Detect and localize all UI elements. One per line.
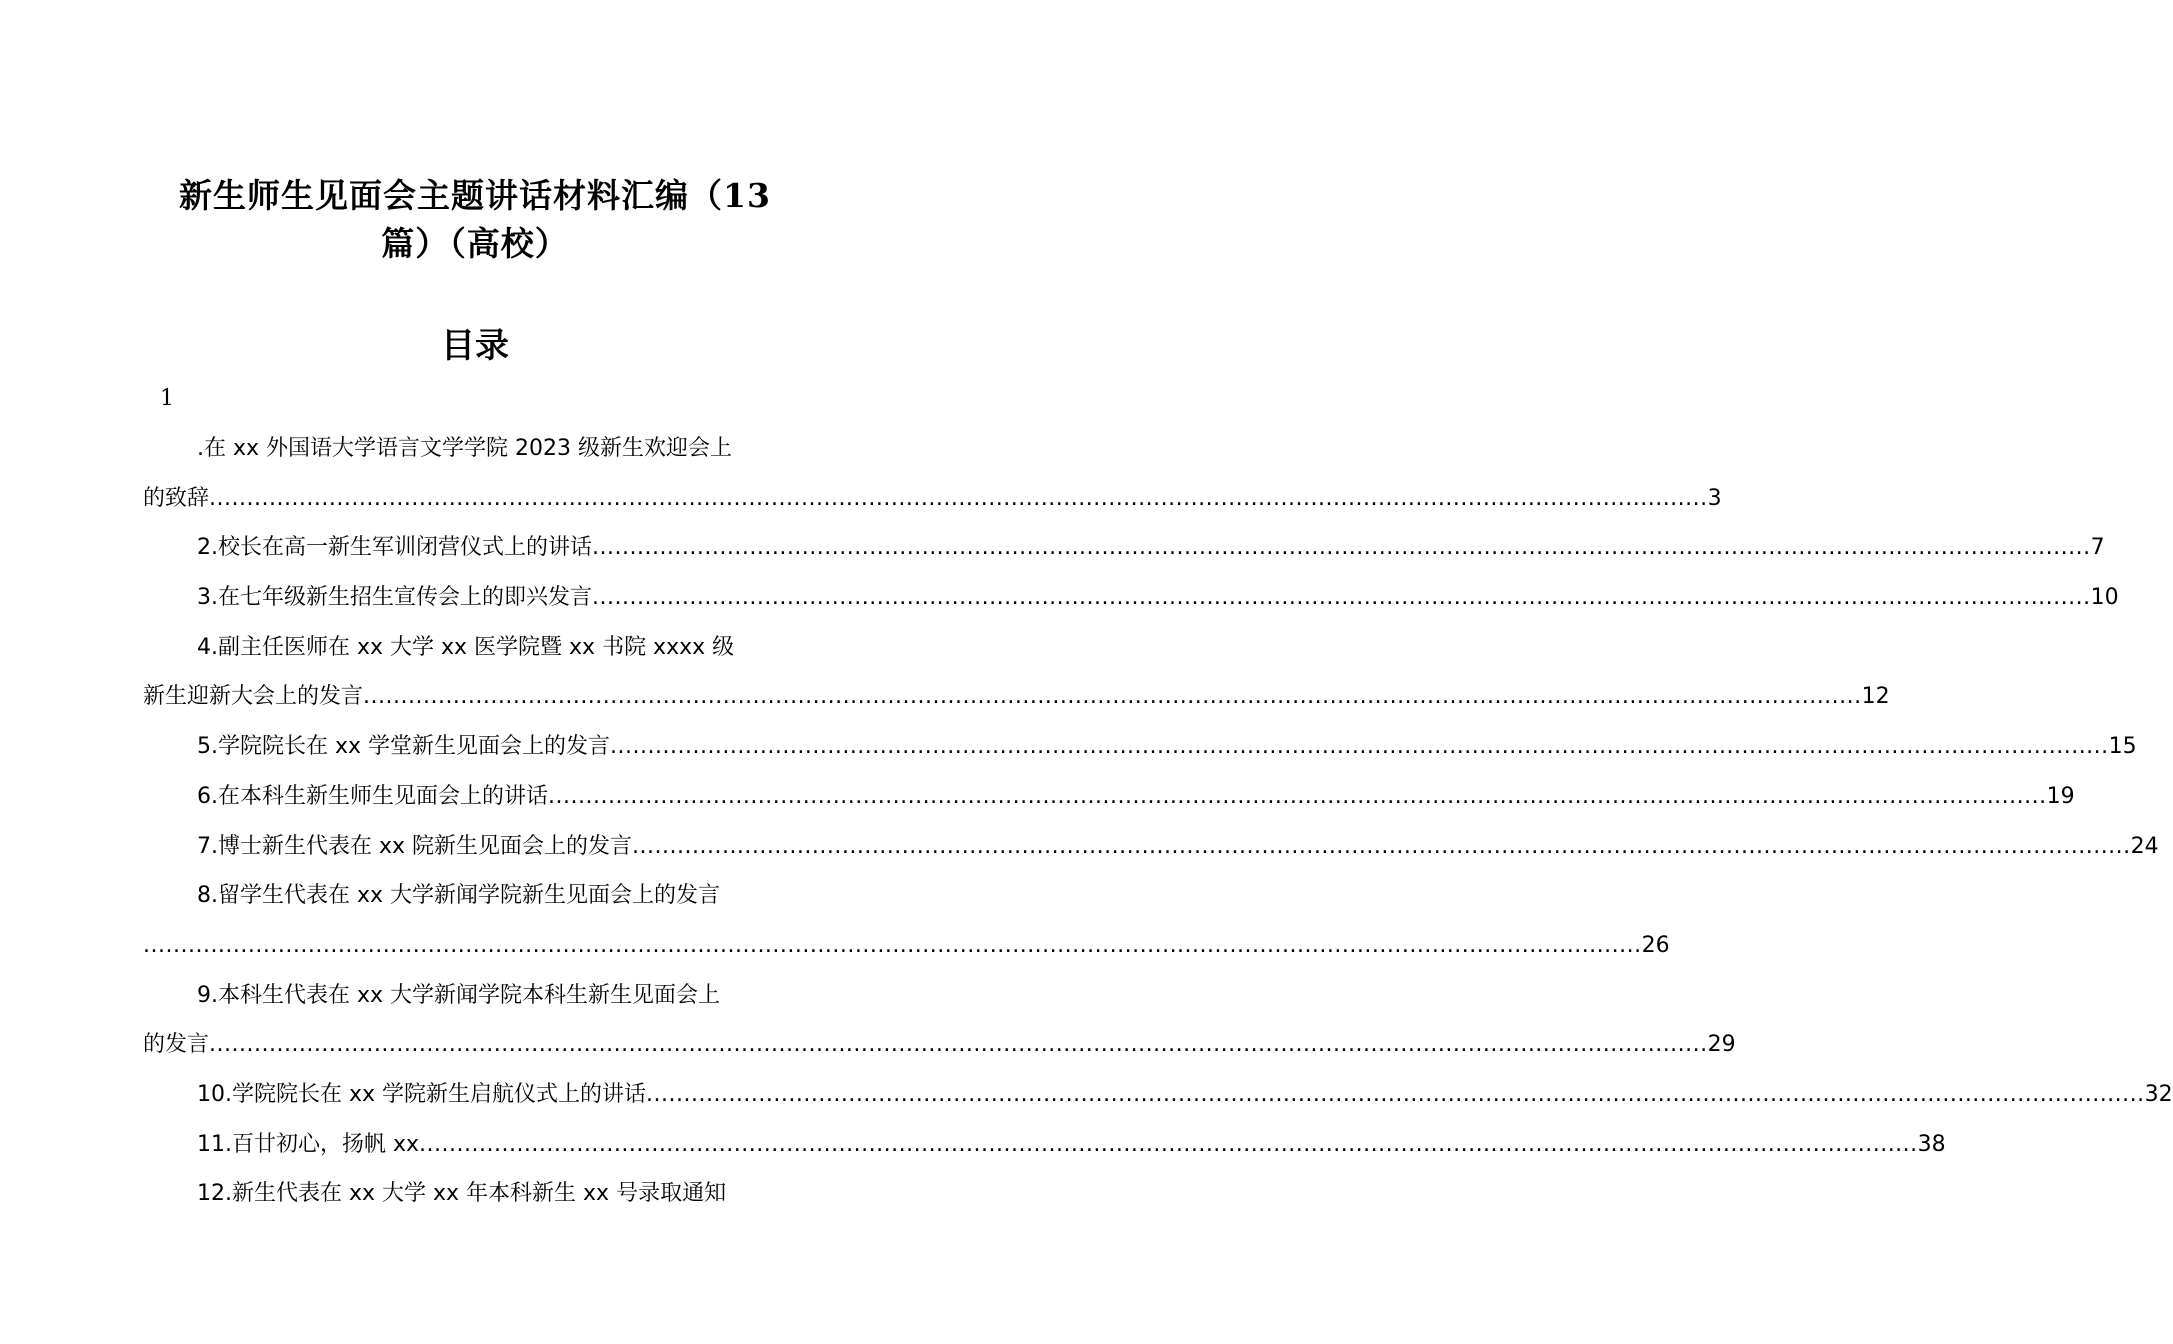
title-line-2: 篇）（高校） (381, 224, 569, 263)
toc-entry-line (143, 822, 2159, 872)
toc-entry-continuation (143, 921, 1670, 971)
toc-page-number: 29 (1707, 1032, 1736, 1058)
toc-entry-title: .在 xx 外国语大学语言文学学院 2023 级新生欢迎会上 (197, 436, 732, 461)
toc-entry-title: 7.博士新生代表在 xx 院新生见面会上的发言 (197, 833, 633, 859)
toc-page-number: 3 (1707, 485, 1722, 511)
toc-entry[interactable] (143, 623, 1890, 722)
toc-leader-dots: ........................................................................................................................................................................................................ (592, 585, 2091, 611)
toc-entry[interactable] (143, 573, 2119, 623)
title-line-1: 新生师生见面会主题讲话材料汇编（13 (179, 176, 771, 215)
toc-entry[interactable] (143, 772, 2075, 822)
toc-entry-title-cont: 新生迎新大会上的发言 (143, 684, 364, 710)
toc-entry-title: 9.本科生代表在 xx 大学新闻学院本科生新生见面会上 (197, 982, 721, 1008)
toc-page-number: 26 (1641, 932, 1670, 958)
toc-page-number: 12 (1861, 684, 1890, 710)
toc-leader-dots: ........................................................................................................................................................................................................ (209, 485, 1708, 511)
toc-leader-dots: ........................................................................................................................................................................................................ (592, 535, 2091, 561)
toc-entry[interactable] (143, 971, 1736, 1070)
toc-page-number: 38 (1917, 1131, 1946, 1157)
toc-leader-dots: ........................................................................................................................................................................................................ (419, 1131, 1918, 1157)
toc-entry-title: 12.新生代表在 xx 大学 xx 年本科新生 xx 号录取通知 (197, 1181, 727, 1207)
toc-entry-title: 6.在本科生新生师生见面会上的讲话 (197, 783, 548, 809)
toc-entry-title: 3.在七年级新生招生宣传会上的即兴发言 (197, 585, 592, 611)
toc-entry-line (143, 722, 2137, 772)
toc-entry[interactable] (143, 424, 1722, 523)
toc-entry[interactable] (143, 1070, 2173, 1120)
toc-entry-line (143, 1120, 1946, 1170)
toc-entry-continuation (143, 474, 1722, 524)
toc-entry[interactable] (143, 1120, 1946, 1170)
toc-page-number: 10 (2090, 585, 2119, 611)
toc-entry[interactable] (143, 871, 1670, 970)
toc-entry-title: 10.学院院长在 xx 学院新生启航仪式上的讲话 (197, 1081, 647, 1107)
toc-leader-dots: ........................................................................................................................................................................................................ (632, 833, 2131, 859)
toc-leader-dots: ........................................................................................................................................................................................................ (143, 932, 1642, 958)
toc-entry[interactable] (143, 722, 2137, 772)
toc-page-number: 24 (2130, 833, 2159, 859)
toc-entry[interactable] (143, 822, 2159, 872)
toc-entry-title: 8.留学生代表在 xx 大学新闻学院新生见面会上的发言 (197, 883, 721, 909)
toc-leader-dots: ........................................................................................................................................................................................................ (610, 734, 2109, 760)
toc-entry-continuation (143, 672, 1890, 722)
toc-entry-line (143, 772, 2075, 822)
toc-entry-line (143, 1070, 2173, 1120)
toc-entry-title: 5.学院院长在 xx 学堂新生见面会上的发言 (197, 734, 611, 760)
table-of-contents (143, 424, 2173, 1219)
toc-page-number: 7 (2090, 535, 2105, 561)
toc-entry[interactable] (143, 1169, 807, 1219)
toc-entry-line (143, 573, 2119, 623)
toc-entry-title-cont: 的发言 (143, 1032, 210, 1058)
toc-entry-title: 4.副主任医师在 xx 大学 xx 医学院暨 xx 书院 xxxx 级 (197, 634, 735, 660)
toc-entry-continuation (143, 1020, 1736, 1070)
toc-entry-line (143, 523, 2105, 573)
toc-leader-dots: ........................................................................................................................................................................................................ (209, 1032, 1708, 1058)
toc-page-number: 19 (2046, 783, 2075, 809)
toc-page-number: 32 (2144, 1081, 2173, 1107)
toc-entry-title: 2.校长在高一新生军训闭营仪式上的讲话 (197, 535, 592, 561)
toc-page-number: 15 (2108, 734, 2137, 760)
toc-leader-dots: ........................................................................................................................................................................................................ (548, 783, 2047, 809)
page-marker: 1 (160, 386, 174, 411)
document-title (140, 172, 810, 268)
toc-heading: 目录 (441, 326, 509, 366)
toc-entry-title: 11.百廿初心，扬帆 xx (197, 1131, 420, 1157)
toc-entry-title-cont: 的致辞 (143, 485, 210, 511)
toc-entry[interactable] (143, 523, 2105, 573)
toc-leader-dots: ........................................................................................................................................................................................................ (646, 1081, 2145, 1107)
toc-leader-dots: ........................................................................................................................................................................................................ (363, 684, 1862, 710)
